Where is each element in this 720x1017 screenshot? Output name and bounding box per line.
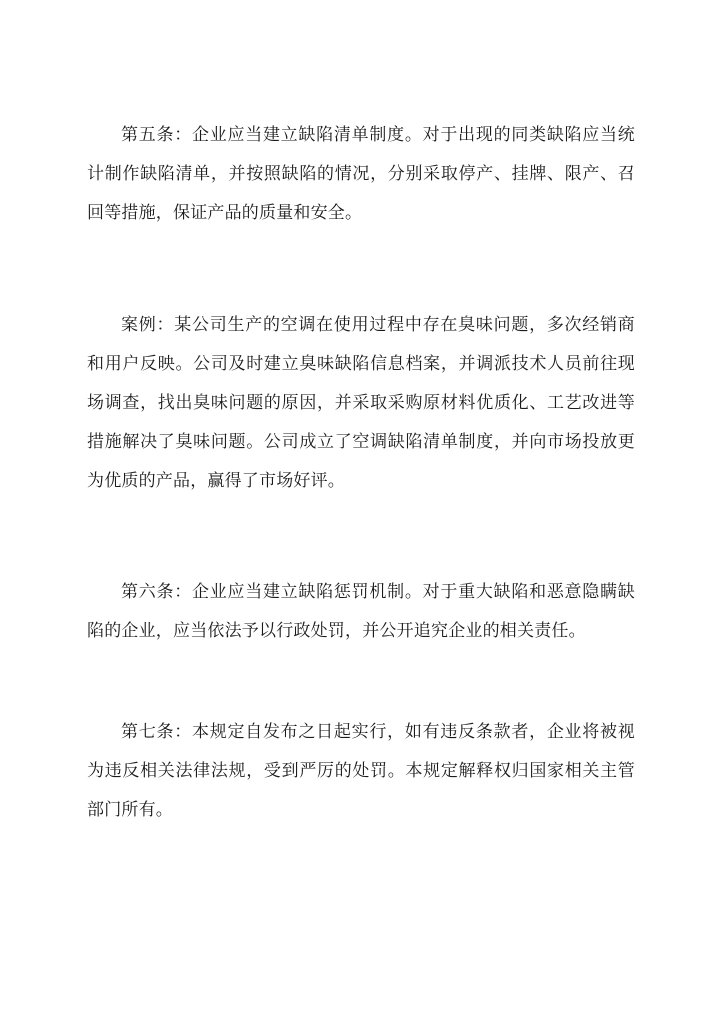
- article-6-paragraph: 第六条：企业应当建立缺陷惩罚机制。对于重大缺陷和恶意隐瞒缺陷的企业，应当依法予以行政处罚，并公开追究企业的相关责任。: [87, 582, 635, 641]
- case-example-paragraph: 案例：某公司生产的空调在使用过程中存在臭味问题，多次经销商和用户反映。公司及时建立臭味缺陷信息档案，并调派技术人员前往现场调查，找出臭味问题的原因，并采取采购原材料优质化、工艺改进等措施解决了臭味问题。公司成立了空调缺陷清单制度，并向市场投放更为优质的产品，赢得了市场好评。: [87, 315, 635, 491]
- article-5-paragraph: 第五条：企业应当建立缺陷清单制度。对于出现的同类缺陷应当统计制作缺陷清单，并按照缺陷的情况，分别采取停产、挂牌、限产、召回等措施，保证产品的质量和安全。: [87, 125, 635, 223]
- article-7-paragraph: 第七条：本规定自发布之日起实行，如有违反条款者，企业将被视为违反相关法律法规，受到严厉的处罚。本规定解释权归国家相关主管部门所有。: [87, 722, 635, 820]
